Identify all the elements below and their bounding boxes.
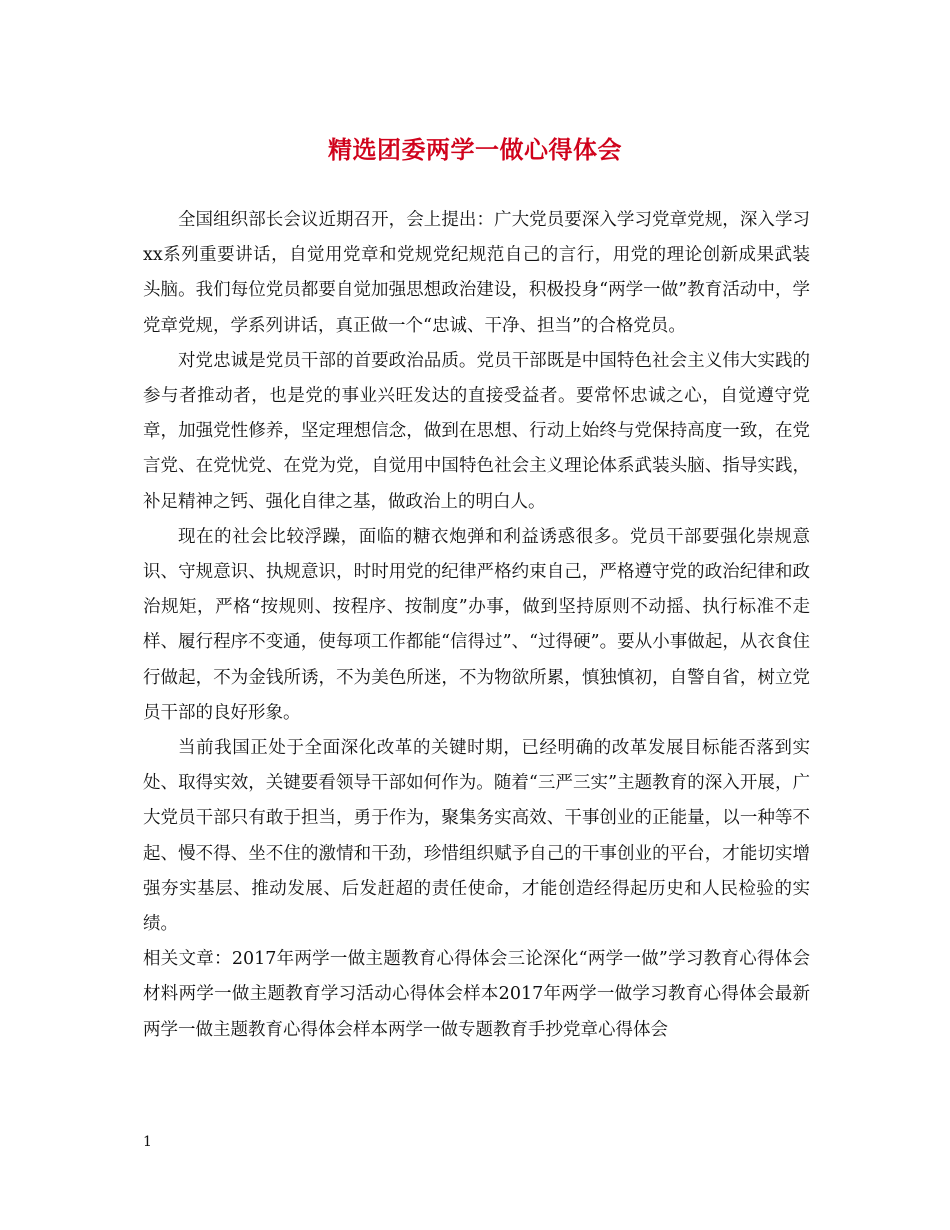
page-number: 1 <box>143 1134 152 1150</box>
document-title: 精选团委两学一做心得体会 <box>328 135 622 164</box>
paragraph-4: 当前我国正处于全面深化改革的关键时期，已经明确的改革发展目标能否落到实处、取得实效，关键要看领导干部如何作为。随着“三严三实”主题教育的深入开展，广大党员干部只有敢于担当，勇于作为，聚集务实高效、干事创业的正能量，以一种等不起、慢不得、坐不住的激情和干劲，珍惜组织赋予自己的干事创业的平台，才能切实增强夯实基层、推动发展、后发赶超的责任使命，才能创造经得起历史和人民检验的实绩。 <box>143 738 810 935</box>
related-articles: 相关文章：2017年两学一做主题教育心得体会三论深化“两学一做”学习教育心得体会材料两学一做主题教育学习活动心得体会样本2017年两学一做学习教育心得体会最新两学一做主题教育心得体会样本两学一做专题教育手抄党章心得体会 <box>143 949 810 1040</box>
paragraph-2: 对党忠诚是党员干部的首要政治品质。党员干部既是中国特色社会主义伟大实践的参与者推动者，也是党的事业兴旺发达的直接受益者。要常怀忠诚之心，自觉遵守党章，加强党性修养，坚定理想信念，做到在思想、行动上始终与党保持高度一致，在党言党、在党忧党、在党为党，自觉用中国特色社会主义理论体系武装头脑、指导实践，补足精神之钙、强化自律之基，做政治上的明白人。 <box>143 350 810 512</box>
paragraph-1: 全国组织部长会议近期召开，会上提出：广大党员要深入学习党章党规，深入学习xx系列重要讲话，自觉用党章和党规党纪规范自己的言行，用党的理论创新成果武装头脑。我们每位党员都要自觉加强思想政治建设，积极投身“两学一做”教育活动中，学党章党规，学系列讲话，真正做一个“忠诚、干净、担当”的合格党员。 <box>143 210 810 336</box>
paragraph-3: 现在的社会比较浮躁，面临的糖衣炮弹和利益诱惑很多。党员干部要强化崇规意识、守规意识、执规意识，时时用党的纪律严格约束自己，严格遵守党的政治纪律和政治规矩，严格“按规则、按程序、按制度”办事，做到坚持原则不动摇、执行标准不走样、履行程序不变通，使每项工作都能“信得过”、“过得硬”。要从小事做起，从衣食住行做起，不为金钱所诱，不为美色所迷，不为物欲所累，慎独慎初，自警自省，树立党员干部的良好形象。 <box>143 526 810 723</box>
document-body <box>143 203 810 1048</box>
